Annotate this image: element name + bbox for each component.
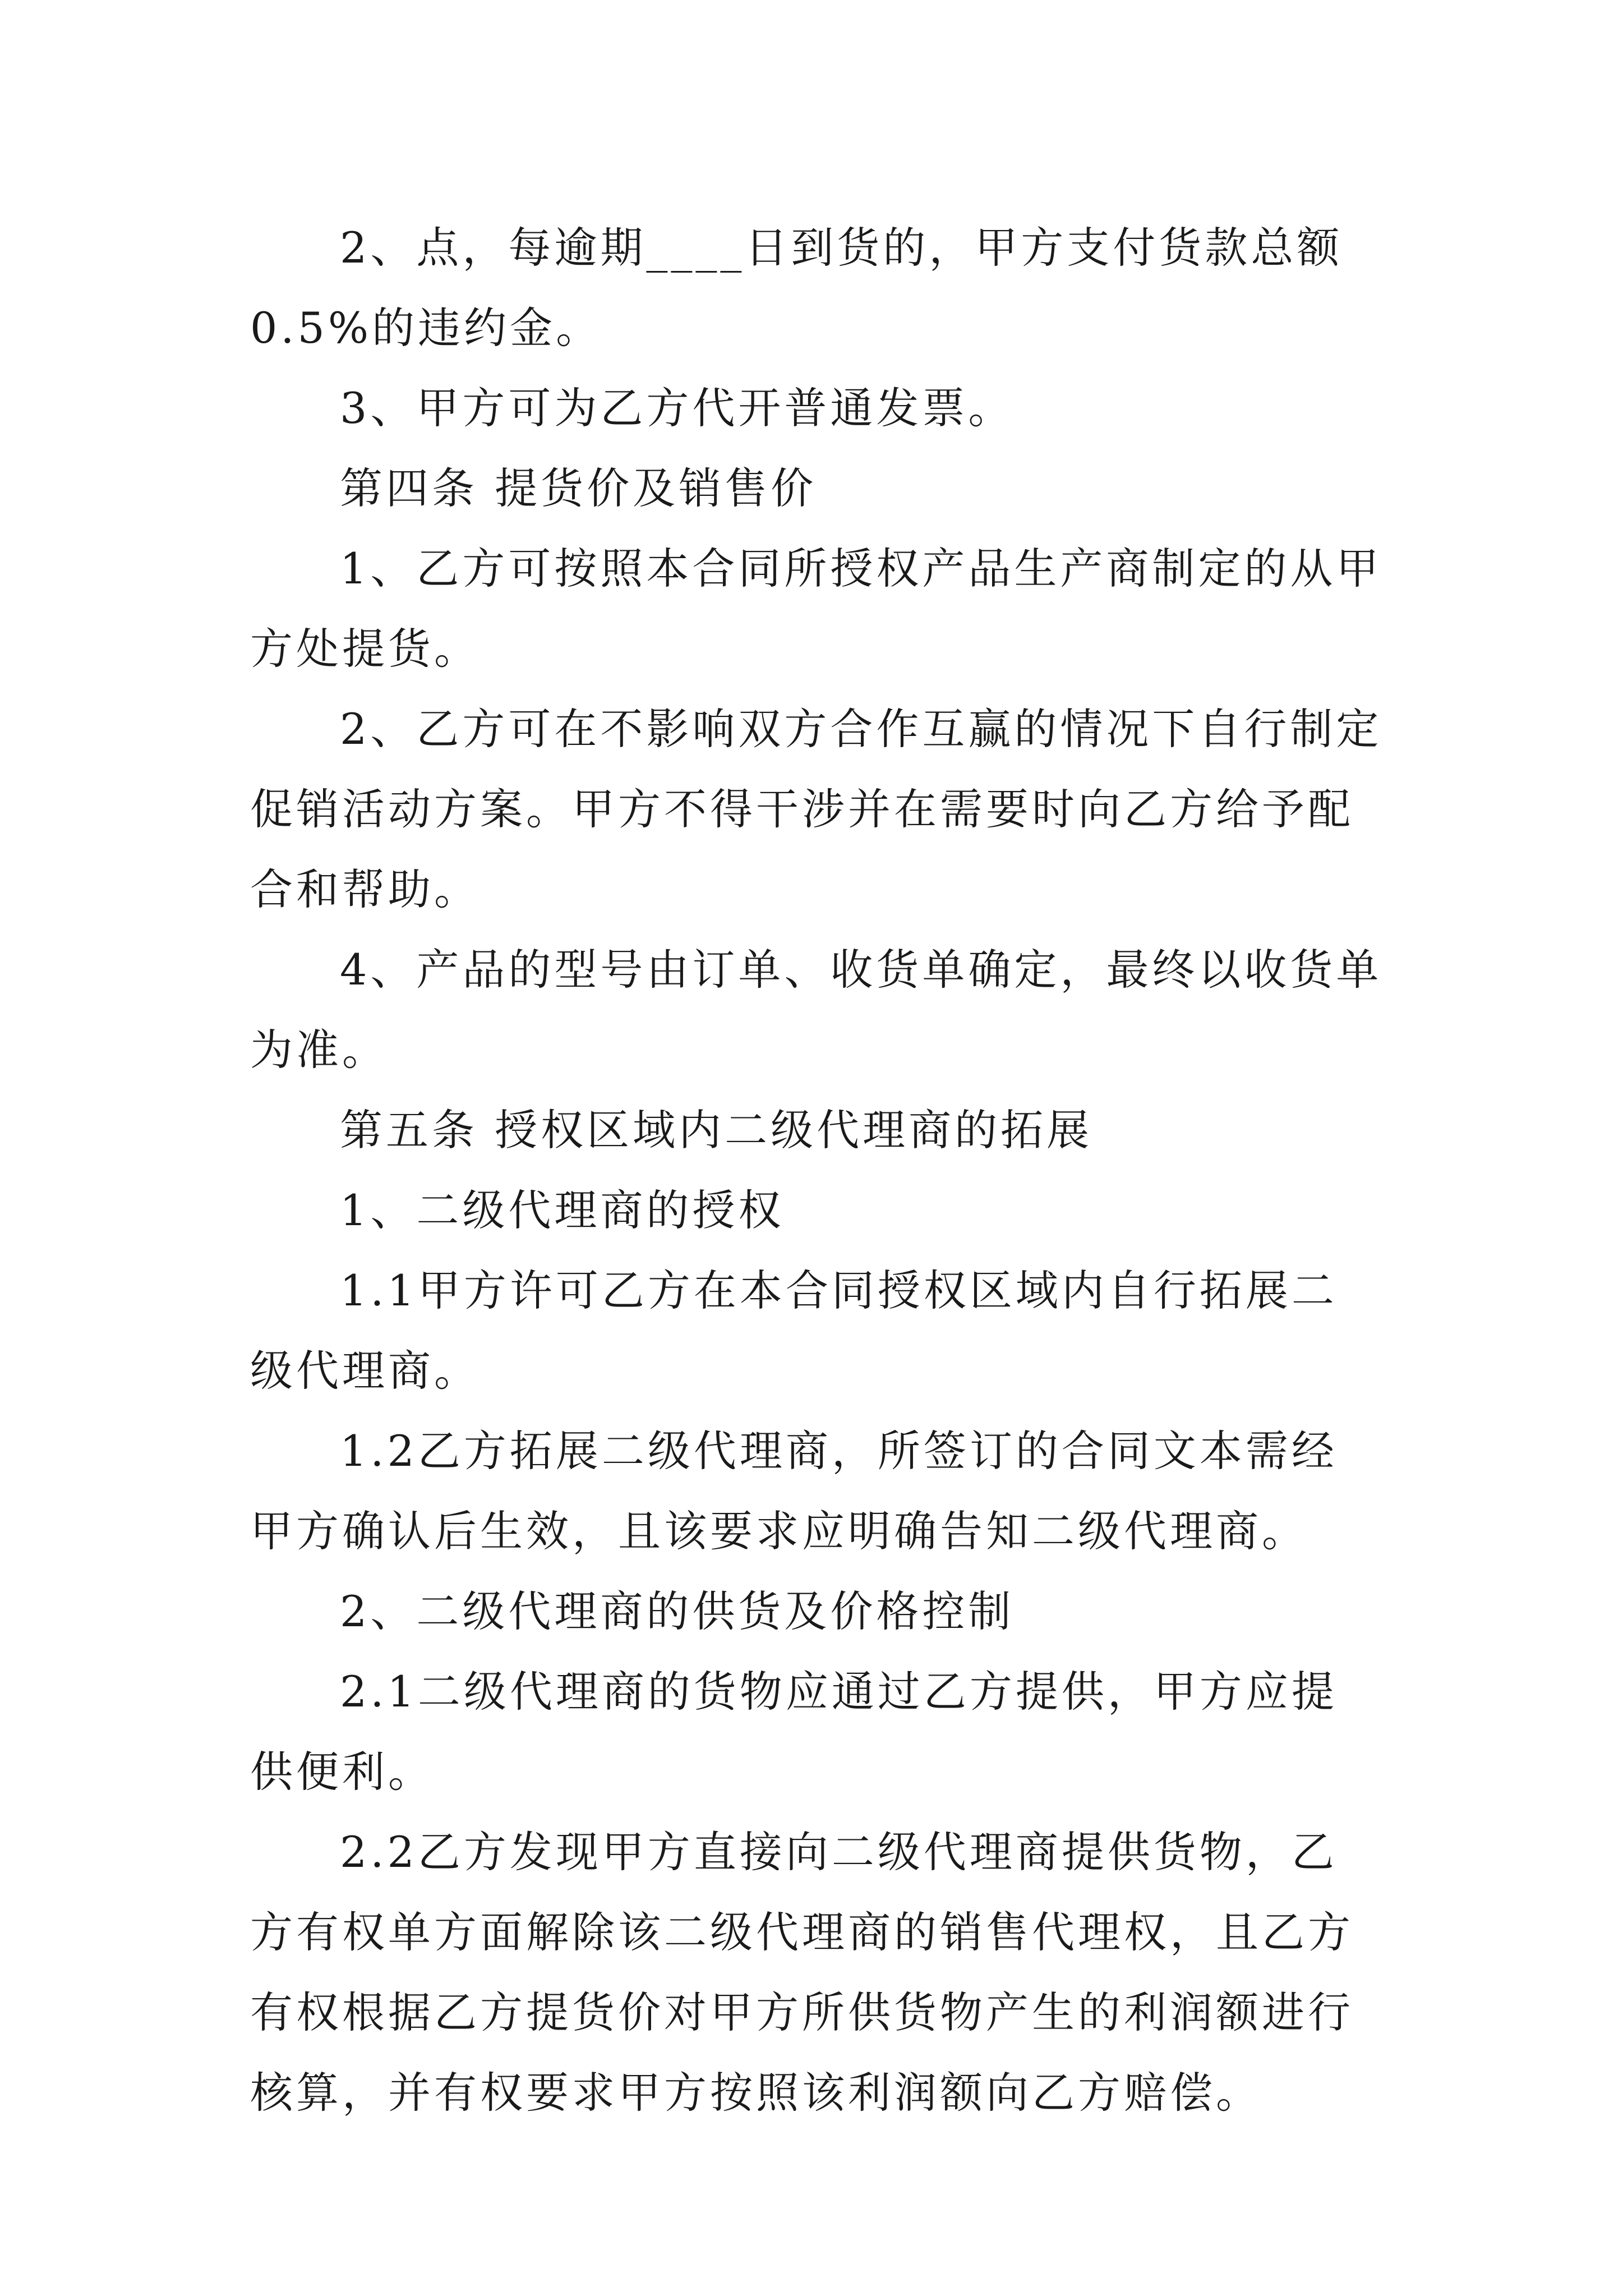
clause-pickup-price: 1、乙方可按照本合同所授权产品生产商制定的从甲方处提货。 bbox=[250, 544, 1382, 674]
article-four-heading: 第四条 提货价及销售价 bbox=[340, 463, 817, 513]
clause-promotion: 2、乙方可在不影响双方合作互赢的情况下自行制定促销活动方案。甲方不得干涉并在需要时向乙方给予配合和帮助。 bbox=[250, 704, 1382, 914]
contract-body bbox=[250, 208, 1383, 2133]
clause-2-2: 2.2乙方发现甲方直接向二级代理商提供货物，乙方有权单方面解除该二级代理商的销售代理权，且乙方有权根据乙方提货价对甲方所供货物产生的利润额进行核算，并有权要求甲方按照该利润额向乙方赔偿。 bbox=[250, 1827, 1354, 2118]
clause-late-delivery-penalty: 2、点，每逾期____日到货的，甲方支付货款总额0.5%的违约金。 bbox=[250, 223, 1343, 353]
clause-1-1: 1.1甲方许可乙方在本合同授权区域内自行拓展二级代理商。 bbox=[250, 1266, 1338, 1396]
section-supply-price-control: 2、二级代理商的供货及价格控制 bbox=[340, 1586, 1015, 1636]
clause-1-2: 1.2乙方拓展二级代理商，所签订的合同文本需经甲方确认后生效，且该要求应明确告知二级代理商。 bbox=[250, 1426, 1338, 1556]
clause-invoice: 3、甲方可为乙方代开普通发票。 bbox=[340, 383, 1015, 433]
section-sub-agent-authorization: 1、二级代理商的授权 bbox=[340, 1185, 785, 1235]
article-five-heading: 第五条 授权区域内二级代理商的拓展 bbox=[340, 1105, 1093, 1155]
clause-2-1: 2.1二级代理商的货物应通过乙方提供，甲方应提供便利。 bbox=[250, 1667, 1338, 1797]
clause-product-model: 4、产品的型号由订单、收货单确定，最终以收货单为准。 bbox=[250, 945, 1382, 1075]
